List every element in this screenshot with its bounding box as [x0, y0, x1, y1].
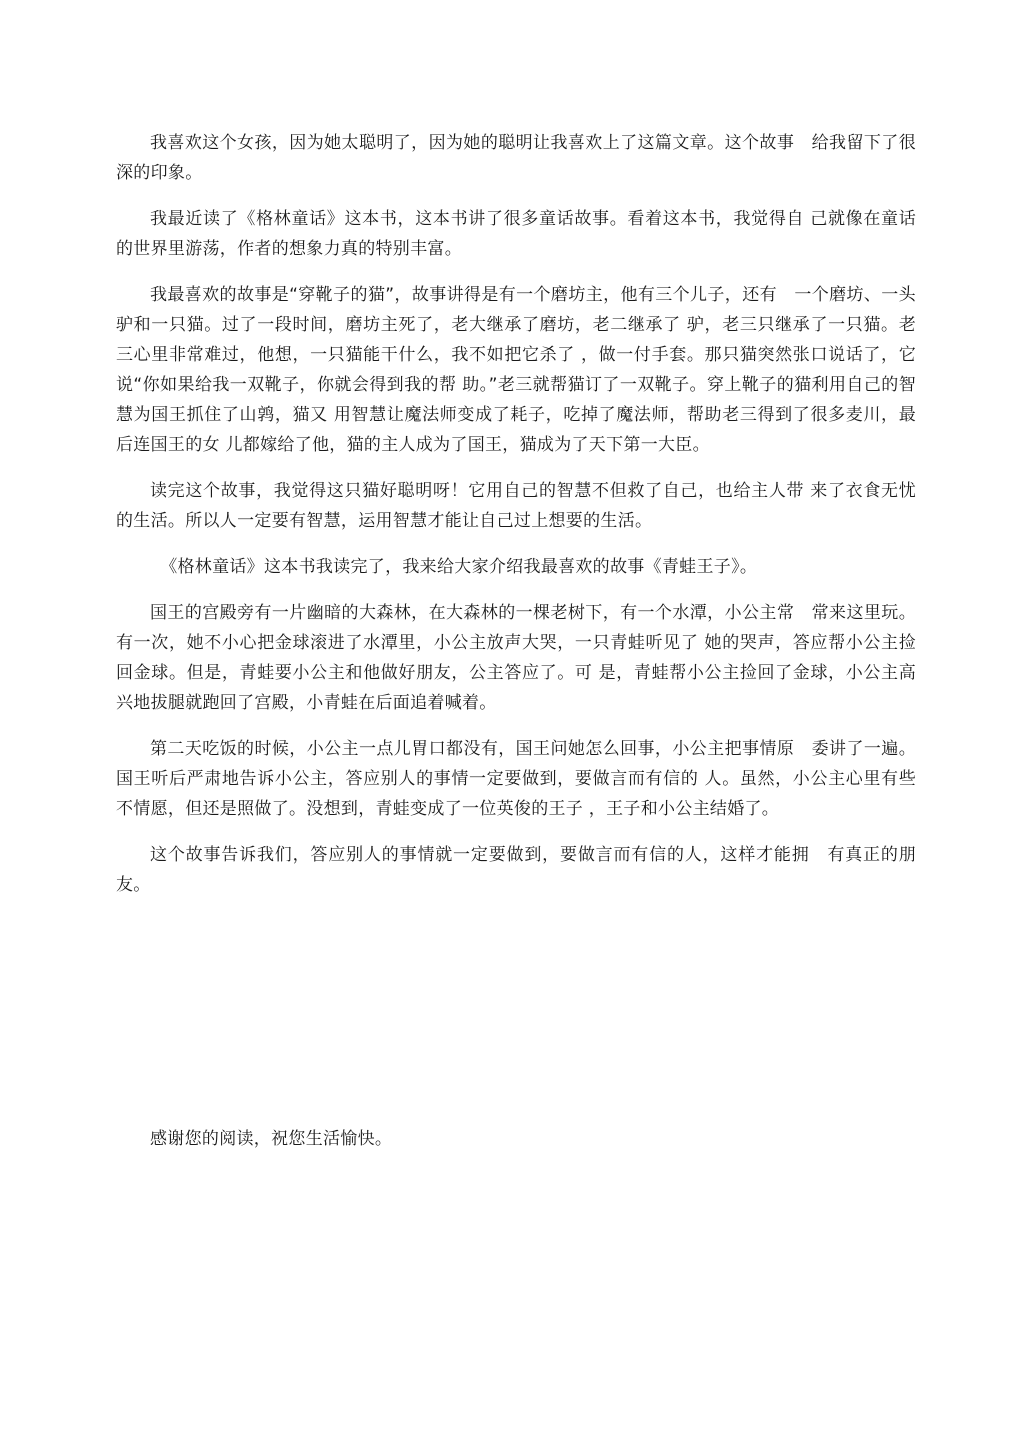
- paragraph: 这个故事告诉我们，答应别人的事情就一定要做到，要做言而有信的人，这样才能拥 有真正的朋友。: [116, 845, 916, 895]
- document-body: [116, 128, 916, 916]
- paragraph: 我最近读了《格林童话》这本书，这本书讲了很多童话故事。看着这本书，我觉得自 己就像在童话的世界里游荡，作者的想象力真的特别丰富。: [116, 209, 916, 259]
- closing-line: 感谢您的阅读，祝您生活愉快。: [150, 1129, 393, 1149]
- paragraph: 我最喜欢的故事是“穿靴子的猫”，故事讲得是有一个磨坊主，他有三个儿子，还有 一个磨坊、一头驴和一只猫。过了一段时间，磨坊主死了，老大继承了磨坊，老二继承了 驴，老三只继承了一只猫。老三心里非常难过，他想，一只猫能干什么，我不如把它杀了 ，做一付手套。那只猫突然张口说话了，它说“你如果给我一双靴子，你就会得到我的帮 助。”老三就帮猫订了一双靴子。穿上靴子的猫利用自己的智慧为国王抓住了山鹑，猫又 用智慧让魔法师变成了耗子，吃掉了魔法师，帮助老三得到了很多麦川，最后连国王的女 儿都嫁给了他，猫的主人成为了国王，猫成为了天下第一大臣。: [116, 285, 916, 455]
- paragraph: 我喜欢这个女孩，因为她太聪明了，因为她的聪明让我喜欢上了这篇文章。这个故事 给我留下了很深的印象。: [116, 133, 916, 183]
- paragraph: 第二天吃饭的时候，小公主一点儿胃口都没有，国王问她怎么回事，小公主把事情原 委讲了一遍。国王听后严肃地告诉小公主，答应别人的事情一定要做到，要做言而有信的 人。虽然，小公主心里有些不情愿，但还是照做了。没想到，青蛙变成了一位英俊的王子 ，王子和小公主结婚了。: [116, 739, 916, 819]
- paragraph: 《格林童话》这本书我读完了，我来给大家介绍我最喜欢的故事《青蛙王子》。: [160, 557, 758, 577]
- paragraph: 读完这个故事，我觉得这只猫好聪明呀！它用自己的智慧不但救了自己，也给主人带 来了衣食无忧的生活。所以人一定要有智慧，运用智慧才能让自己过上想要的生活。: [116, 481, 916, 531]
- paragraph: 国王的宫殿旁有一片幽暗的大森林，在大森林的一棵老树下，有一个水潭，小公主常 常来这里玩。有一次，她不小心把金球滚进了水潭里，小公主放声大哭，一只青蛙听见了 她的哭声，答应帮小公主捡回金球。但是，青蛙要小公主和他做好朋友，公主答应了。可 是，青蛙帮小公主捡回了金球，小公主高兴地拔腿就跑回了宫殿，小青蛙在后面追着喊着。: [116, 603, 916, 713]
